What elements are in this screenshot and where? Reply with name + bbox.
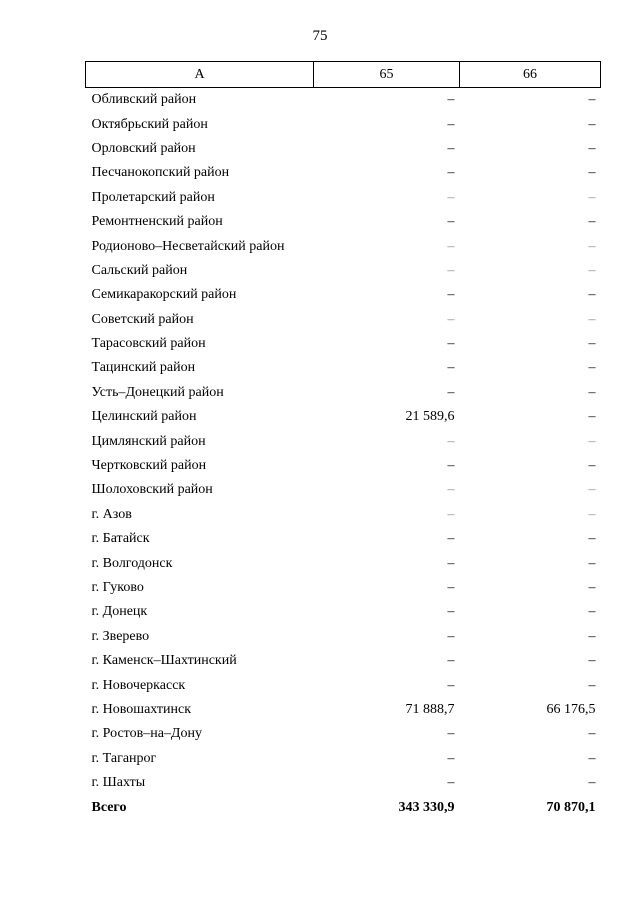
row-name-cell: Всего — [91, 799, 127, 815]
table-row — [86, 234, 601, 258]
table-row — [86, 405, 601, 429]
budget-table — [85, 61, 601, 820]
row-value-66-cell: – — [588, 726, 596, 742]
row-name-cell: Ремонтненский район — [91, 214, 223, 230]
row-value-66-cell: – — [588, 287, 596, 303]
row-name-cell: Орловский район — [91, 140, 196, 156]
row-name-cell: г. Зверево — [91, 628, 150, 644]
row-value-66-cell: – — [588, 628, 596, 644]
table-row — [86, 771, 601, 795]
table-row — [86, 112, 601, 136]
table-row — [86, 332, 601, 356]
table-row — [86, 356, 601, 380]
row-value-66-cell: – — [588, 433, 596, 449]
table-row — [86, 454, 601, 478]
table-row — [86, 747, 601, 771]
table-row — [86, 259, 601, 283]
row-value-65-cell: – — [447, 506, 455, 522]
row-value-65-cell: – — [447, 336, 455, 352]
table-row — [86, 210, 601, 234]
row-value-65-cell: – — [447, 287, 455, 303]
row-value-66-cell: – — [588, 604, 596, 620]
header-cell-name: А — [86, 62, 314, 88]
row-value-65-cell: – — [447, 677, 455, 693]
row-name-cell: Песчанокопский район — [91, 165, 230, 181]
row-value-66-cell: – — [588, 165, 596, 181]
row-value-66-cell: – — [588, 116, 596, 132]
row-name-cell: Цимлянский район — [91, 433, 206, 449]
table-row — [86, 527, 601, 551]
row-value-65-cell: – — [447, 433, 455, 449]
row-name-cell: Усть–Донецкий район — [91, 384, 224, 400]
row-name-cell: г. Азов — [91, 506, 132, 522]
table-row — [86, 576, 601, 600]
row-value-65-cell: – — [447, 555, 455, 571]
row-value-66-cell: 70 870,1 — [546, 799, 596, 815]
row-value-66-cell: – — [588, 482, 596, 498]
row-value-65-cell: – — [447, 140, 455, 156]
row-value-65-cell: – — [447, 458, 455, 474]
budget-table-container — [85, 61, 600, 820]
row-name-cell: г. Гуково — [91, 580, 144, 595]
row-value-66-cell: – — [588, 750, 596, 766]
table-row — [86, 503, 601, 527]
table-row — [86, 722, 601, 746]
row-name-cell: Сальский район — [91, 262, 188, 278]
row-value-65-cell: – — [447, 653, 455, 669]
table-row — [86, 308, 601, 332]
row-value-66-cell: 66 176,5 — [546, 701, 596, 717]
table-row — [86, 551, 601, 575]
row-value-66-cell: – — [588, 360, 596, 376]
table-row — [86, 161, 601, 185]
row-value-65-cell: 343 330,9 — [398, 799, 455, 815]
row-value-65-cell: – — [447, 604, 455, 620]
table-row — [86, 283, 601, 307]
row-value-66-cell: – — [588, 775, 596, 791]
table-row — [86, 478, 601, 502]
page-number: 75 — [312, 28, 328, 44]
row-value-65-cell: 21 589,6 — [405, 409, 455, 425]
table-row — [86, 673, 601, 697]
row-name-cell: Целинский район — [91, 409, 197, 425]
row-value-66-cell: – — [588, 238, 596, 254]
header-cell-65: 65 — [314, 62, 460, 88]
row-value-65-cell: – — [447, 116, 455, 132]
row-value-65-cell: – — [447, 580, 455, 595]
row-name-cell: г. Шахты — [91, 775, 146, 791]
row-name-cell: г. Волгодонск — [91, 555, 173, 571]
table-row — [86, 625, 601, 649]
table-row — [86, 381, 601, 405]
row-value-66-cell: – — [588, 677, 596, 693]
row-name-cell: г. Каменск–Шахтинский — [91, 653, 237, 669]
row-name-cell: Обливский район — [91, 92, 197, 108]
table-row — [86, 137, 601, 161]
row-value-66-cell: – — [588, 555, 596, 571]
header-cell-66: 66 — [460, 62, 601, 88]
row-value-65-cell: – — [447, 750, 455, 766]
row-name-cell: г. Донецк — [91, 604, 148, 620]
row-name-cell: г. Таганрог — [91, 750, 157, 766]
row-value-65-cell: – — [447, 360, 455, 376]
row-value-65-cell: – — [447, 482, 455, 498]
table-row — [86, 429, 601, 453]
row-value-65-cell: – — [447, 189, 455, 205]
row-value-66-cell: – — [588, 580, 596, 595]
row-name-cell: Советский район — [91, 311, 194, 327]
row-value-65-cell: – — [447, 165, 455, 181]
table-row — [86, 88, 601, 113]
row-name-cell: г. Новошахтинск — [91, 701, 192, 717]
row-value-65-cell: – — [447, 238, 455, 254]
row-value-65-cell: – — [447, 311, 455, 327]
row-value-66-cell: – — [588, 409, 596, 425]
table-body — [86, 88, 601, 820]
row-value-66-cell: – — [588, 262, 596, 278]
row-value-65-cell: – — [447, 214, 455, 230]
row-value-66-cell: – — [588, 311, 596, 327]
row-value-65-cell: – — [447, 531, 455, 547]
row-name-cell: г. Ростов–на–Дону — [91, 726, 202, 742]
row-value-66-cell: – — [588, 506, 596, 522]
row-name-cell: Пролетарский район — [91, 189, 215, 205]
table-row — [86, 649, 601, 673]
row-value-66-cell: – — [588, 458, 596, 474]
row-value-65-cell: – — [447, 384, 455, 400]
row-name-cell: г. Батайск — [91, 531, 150, 547]
header-row — [86, 62, 601, 88]
row-name-cell: Родионово–Несветайский район — [91, 238, 285, 254]
row-name-cell: Тарасовский район — [91, 336, 206, 352]
row-value-66-cell: – — [588, 336, 596, 352]
row-value-66-cell: – — [588, 531, 596, 547]
row-value-66-cell: – — [588, 214, 596, 230]
row-value-66-cell: – — [588, 384, 596, 400]
row-name-cell: Чертковский район — [91, 458, 207, 474]
row-name-cell: Октябрьский район — [91, 116, 208, 132]
row-name-cell: Шолоховский район — [91, 482, 213, 498]
row-name-cell: г. Новочеркасск — [91, 677, 186, 693]
table-row — [86, 600, 601, 624]
table-header — [86, 62, 601, 88]
row-value-65-cell: – — [447, 775, 455, 791]
row-value-66-cell: – — [588, 92, 596, 108]
row-value-66-cell: – — [588, 140, 596, 156]
row-value-65-cell: – — [447, 92, 455, 108]
row-value-65-cell: – — [447, 628, 455, 644]
row-value-65-cell: – — [447, 262, 455, 278]
row-value-66-cell: – — [588, 653, 596, 669]
row-name-cell: Тацинский район — [91, 360, 196, 376]
table-row — [86, 186, 601, 210]
row-value-66-cell: – — [588, 189, 596, 205]
row-name-cell: Семикаракорский район — [91, 287, 237, 303]
row-value-65-cell: 71 888,7 — [405, 701, 455, 717]
row-value-65-cell: – — [447, 726, 455, 742]
total-row — [86, 795, 601, 819]
table-row — [86, 698, 601, 722]
